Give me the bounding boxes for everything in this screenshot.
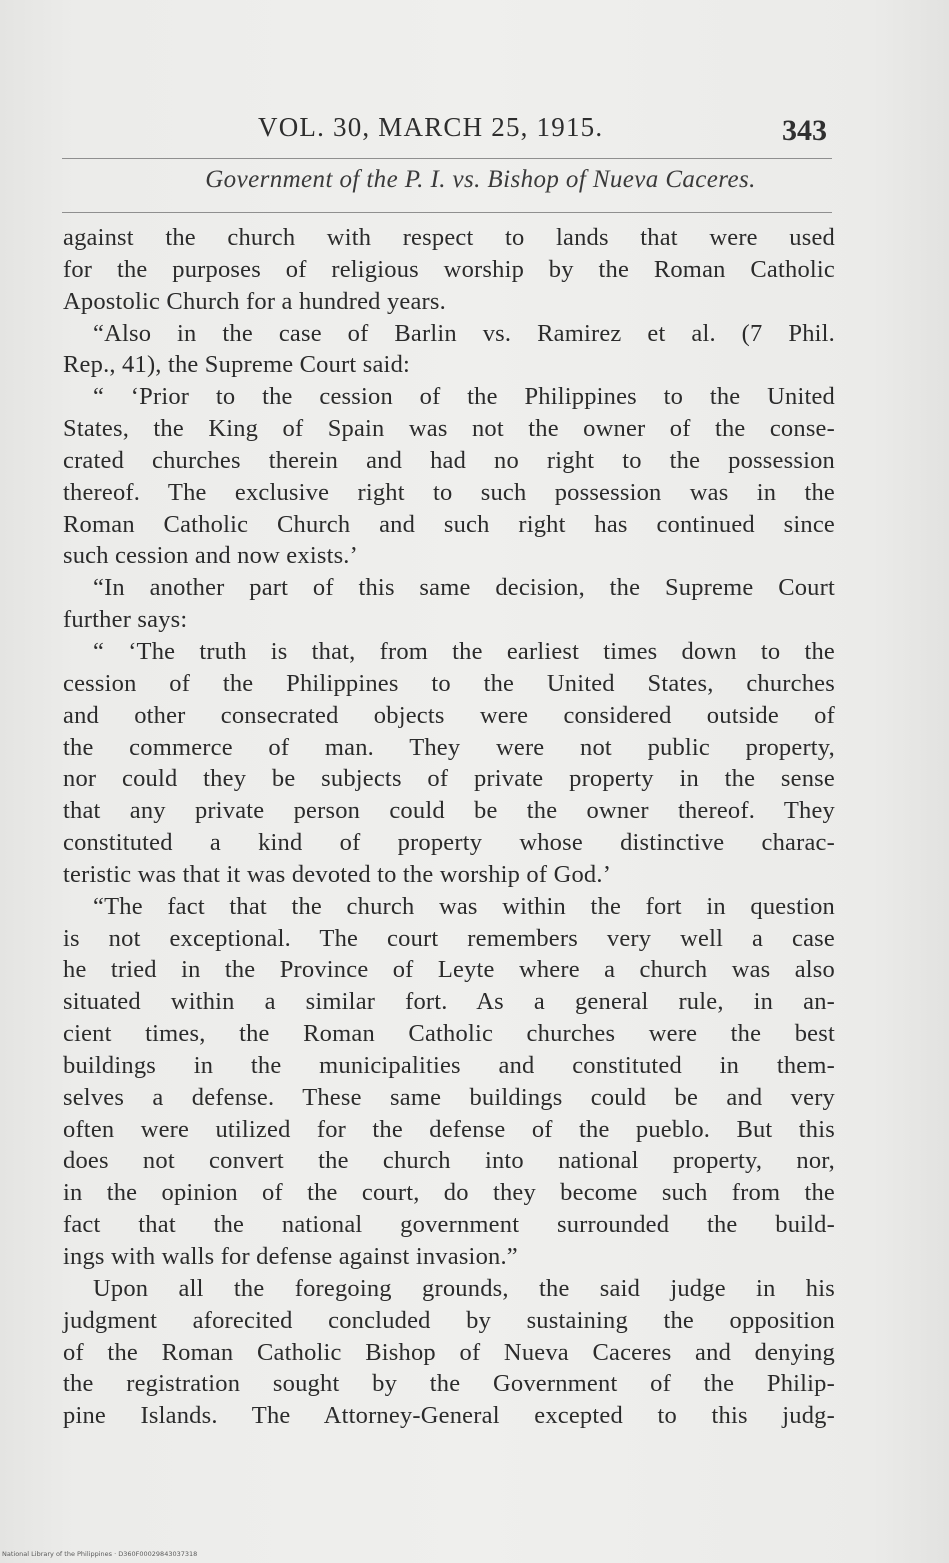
header-top-rule (62, 158, 832, 159)
text-line: situated within a similar fort. As a general rule, in an- (63, 988, 835, 1016)
text-line: Roman Catholic Church and such right has continued since (63, 510, 835, 538)
text-line: “Also in the case of Barlin vs. Ramirez et al. (7 Phil. (93, 319, 835, 347)
text-line: “ ‘The truth is that, from the earliest times down to the (93, 637, 835, 665)
text-line: nor could they be subjects of private property in the sense (63, 765, 835, 793)
page-number: 343 (782, 114, 827, 147)
text-line: fact that the national government surrounded the build- (63, 1211, 835, 1239)
text-line: he tried in the Province of Leyte where a church was also (63, 956, 835, 984)
text-line: such cession and now exists.’ (63, 542, 358, 570)
text-line: selves a defense. These same buildings could be and very (63, 1083, 835, 1111)
text-line: the commerce of man. They were not public property, (63, 733, 835, 761)
text-line: that any private person could be the owner thereof. They (63, 797, 835, 825)
text-line: and other consecrated objects were considered outside of (63, 701, 835, 729)
body-text (63, 222, 835, 1432)
text-line: often were utilized for the defense of the pueblo. But this (63, 1115, 835, 1143)
text-line: “In another part of this same decision, the Supreme Court (93, 574, 835, 602)
text-line: further says: (63, 606, 188, 634)
text-line: does not convert the church into national property, nor, (63, 1147, 835, 1175)
header-bottom-rule (62, 212, 832, 213)
text-line: buildings in the municipalities and constituted in them- (63, 1051, 835, 1079)
text-line: for the purposes of religious worship by the Roman Catholic (63, 255, 835, 283)
text-line: thereof. The exclusive right to such possession was in the (63, 478, 835, 506)
text-line: constituted a kind of property whose distinctive charac- (63, 829, 835, 857)
text-line: States, the King of Spain was not the owner of the conse- (63, 415, 835, 443)
text-line: cient times, the Roman Catholic churches were the best (63, 1020, 835, 1048)
text-line: against the church with respect to lands that were used (63, 224, 835, 251)
text-line: teristic was that it was devoted to the worship of God.’ (63, 860, 612, 888)
text-line: is not exceptional. The court remembers very well a case (63, 924, 835, 952)
text-line: in the opinion of the court, do they become such from the (63, 1179, 835, 1207)
text-line: Rep., 41), the Supreme Court said: (63, 351, 411, 379)
text-line: crated churches therein and had no right to the possession (63, 446, 835, 474)
text-line: ings with walls for defense against invasion.” (63, 1243, 518, 1270)
text-line: “ ‘Prior to the cession of the Philippines to the United (93, 383, 835, 411)
text-line: of the Roman Catholic Bishop of Nueva Caceres and denying (63, 1338, 835, 1366)
case-title: Government of the P. I. vs. Bishop of Nueva Caceres. (205, 166, 756, 193)
text-line: pine Islands. The Attorney-General excepted to this judg- (63, 1402, 835, 1430)
running-head (0, 112, 949, 152)
text-line: Upon all the foregoing grounds, the said judge in his (93, 1274, 835, 1302)
volume-date-heading: VOL. 30, MARCH 25, 1915. (258, 112, 604, 142)
text-line: “The fact that the church was within the fort in question (93, 892, 835, 920)
text-line: Apostolic Church for a hundred years. (63, 287, 446, 315)
scan-footer: National Library of the Philippines · D360F00029843037318 (2, 1550, 198, 1558)
text-line: judgment aforecited concluded by sustaining the opposition (63, 1306, 835, 1334)
text-line: the registration sought by the Government of the Philip- (63, 1370, 835, 1398)
text-line: cession of the Philippines to the United States, churches (63, 669, 835, 697)
